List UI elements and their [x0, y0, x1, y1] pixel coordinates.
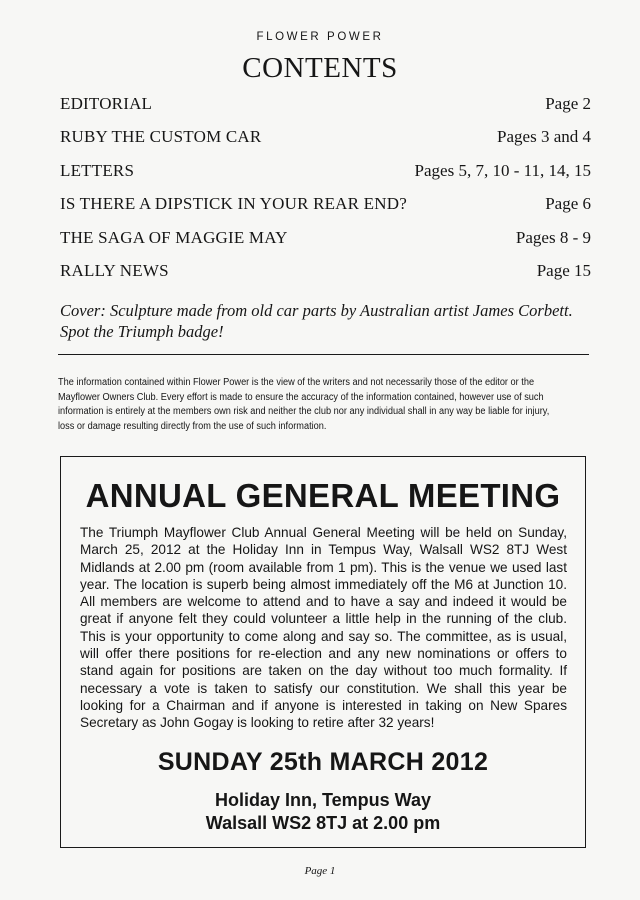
toc-row: [60, 228, 591, 261]
toc-row: [60, 94, 591, 127]
agm-title: ANNUAL GENERAL MEETING: [85, 477, 561, 514]
toc-item-title: IS THERE A DIPSTICK IN YOUR REAR END?: [60, 194, 407, 214]
disclaimer-line: loss or damage resulting directly from the use of such information.: [58, 420, 327, 432]
agm-venue-line: Walsall WS2 8TJ at 2.00 pm: [205, 813, 441, 833]
page-number: Page 1: [304, 865, 336, 877]
toc-item-title: EDITORIAL: [60, 94, 153, 113]
toc-item-page: Pages 5, 7, 10 - 11, 14, 15: [414, 160, 591, 180]
agm-body-text: The Triumph Mayflower Club Annual General Meeting will be held on Sunday, March 25, 2012 at the Holiday Inn in Tempus Way, Walsall WS2 8TJ West Midlands at 2.00 pm (room available from 1 pm). This is the venue we used last year. The location is superb being almost immediately off the M6 at Junction 10. All members are welcome to attend and to have a say and indeed it would be great if anyone felt they could volunteer a little help in the running of the club. This is your opportunity to come along and say so. The committee, as is usual, will offer there positions for re-election and any new nominations or offers to stand again for positions are taken on the day without too much formality. If necessary a vote is taken to satisfy our constitution. We shall this year be looking for a Chairman and if anyone is interested in taking on New Spares Secretary as John Gogay is looking to retire after 32 years!: [80, 525, 567, 731]
contents-heading: CONTENTS: [242, 52, 398, 84]
agm-venue: [61, 789, 585, 835]
divider-rule: [58, 354, 589, 355]
disclaimer-line: information is entirely at the members own risk and neither the club nor any individual shall in any way be liable for injury,: [58, 406, 550, 417]
toc-row: [60, 161, 591, 194]
toc-item-title: RUBY THE CUSTOM CAR: [60, 127, 262, 147]
agm-date: SUNDAY 25th MARCH 2012: [157, 748, 489, 776]
agm-notice-box: [60, 456, 586, 848]
agm-venue-line: Holiday Inn, Tempus Way: [214, 790, 432, 810]
toc-item-page: Page 2: [545, 94, 591, 113]
toc-item-title: THE SAGA OF MAGGIE MAY: [60, 227, 288, 247]
toc-item-page: Page 6: [545, 194, 591, 214]
disclaimer-line: Mayflower Owners Club. Every effort is made to ensure the accuracy of the information contained, however use of such: [58, 391, 544, 403]
toc-row: [60, 261, 591, 294]
toc-item-title: LETTERS: [60, 160, 135, 180]
cover-note: [60, 300, 590, 342]
toc-item-page: Pages 8 - 9: [515, 227, 591, 247]
cover-note-line: Cover: Sculpture made from old car parts by Australian artist James Corbett.: [60, 301, 573, 320]
disclaimer-line: The information contained within Flower Power is the view of the writers and not necessarily those of the editor or the: [58, 377, 535, 388]
cover-note-line: Spot the Triumph badge!: [60, 322, 224, 341]
magazine-name: FLOWER POWER: [256, 31, 384, 43]
toc-item-title: RALLY NEWS: [60, 260, 169, 280]
toc-item-page: Pages 3 and 4: [497, 127, 591, 147]
toc-row: [60, 127, 591, 160]
disclaimer: [58, 376, 592, 434]
toc-item-page: Page 15: [536, 260, 591, 280]
toc-row: [60, 194, 591, 227]
table-of-contents: [60, 94, 591, 294]
